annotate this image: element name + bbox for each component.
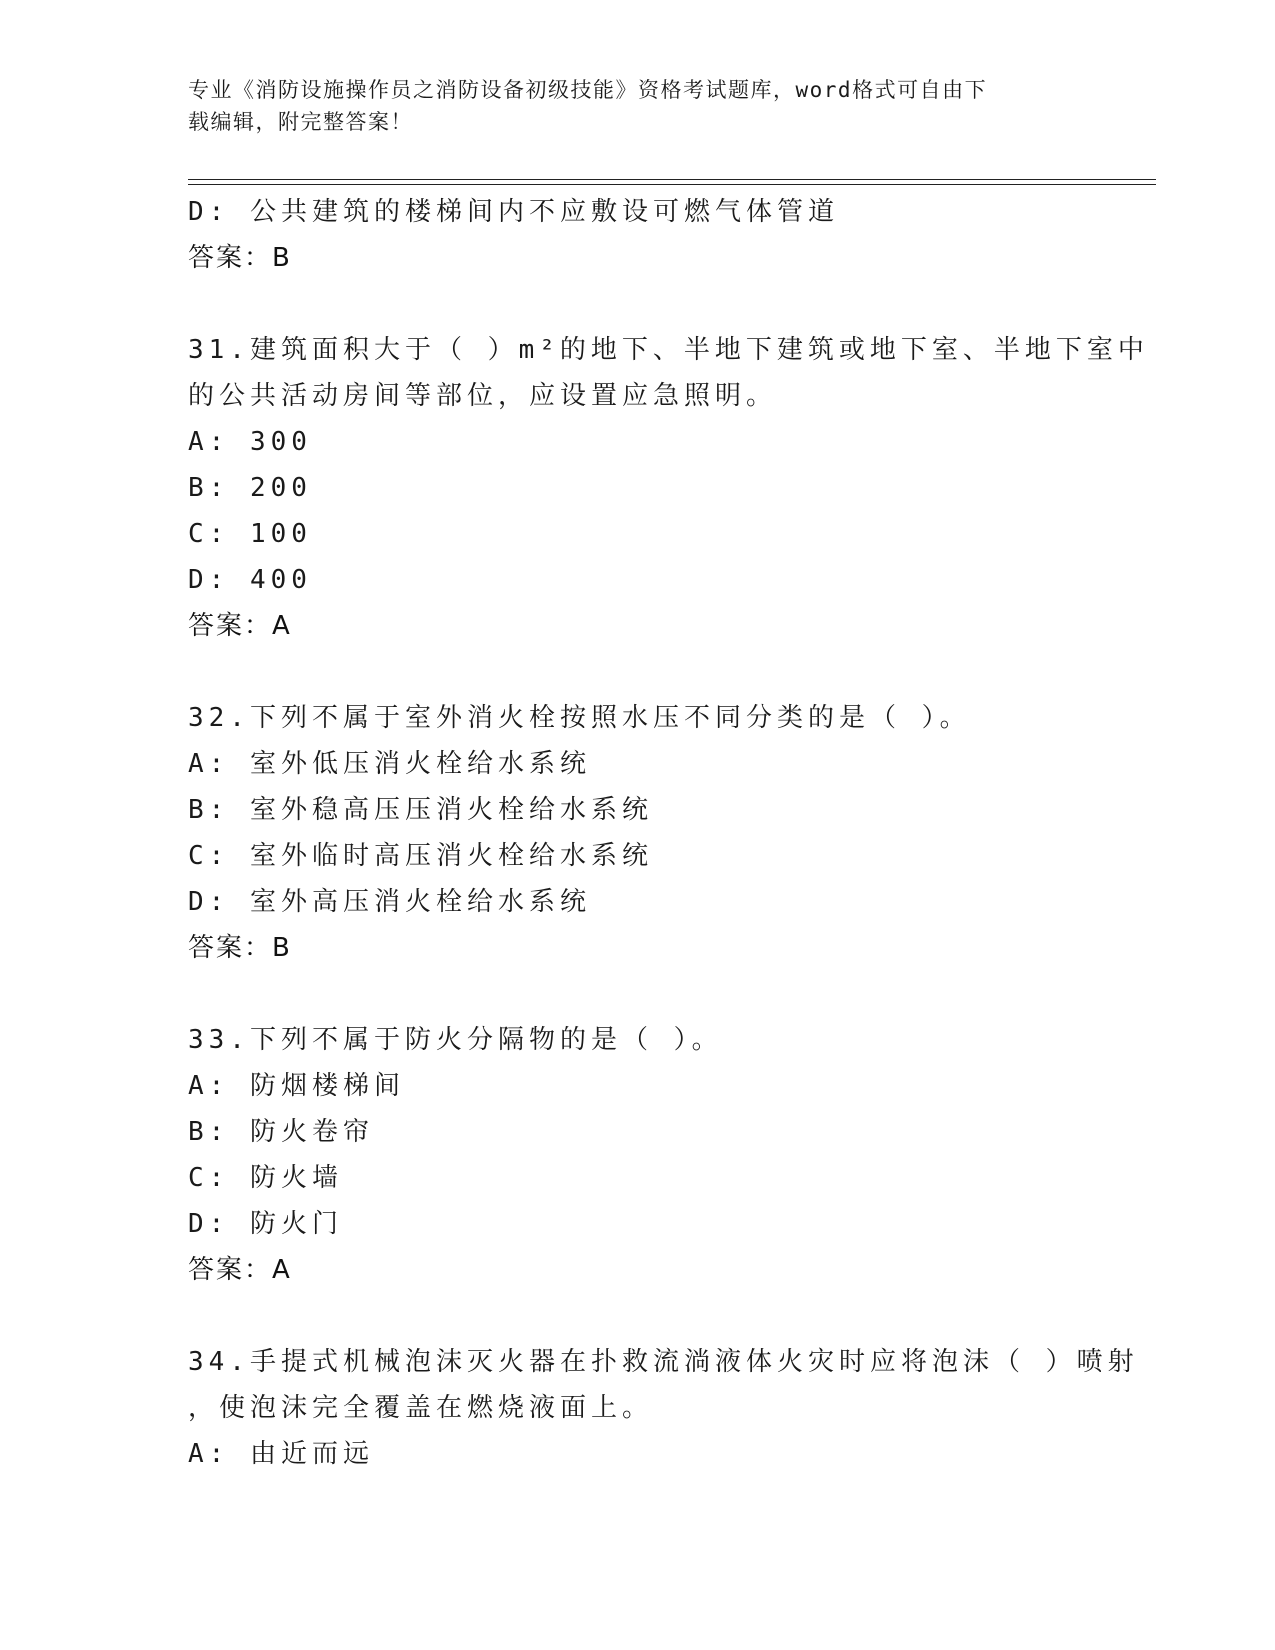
question-31	[188, 327, 1149, 649]
spacer	[188, 649, 1088, 695]
option-d: D: 防火门	[188, 1209, 343, 1239]
option-a: A: 防烟楼梯间	[188, 1071, 405, 1101]
question-stem-line: 的公共活动房间等部位，应设置应急照明。	[188, 381, 778, 411]
option-a: A: 300	[188, 427, 312, 457]
spacer	[188, 281, 1088, 327]
question-34	[188, 1339, 1139, 1477]
option-b: B: 防火卷帘	[188, 1117, 374, 1147]
option-d: D: 室外高压消火栓给水系统	[188, 887, 591, 917]
question-33	[188, 1017, 1088, 1293]
header-divider-bottom	[188, 184, 1156, 185]
option-b: B: 200	[188, 473, 312, 503]
header-line-1: 专业《消防设施操作员之消防设备初级技能》资格考试题库，word格式可自由下	[188, 78, 988, 102]
document-body	[188, 189, 1149, 1477]
option-c: C: 防火墙	[188, 1163, 343, 1193]
answer-line: 答案：B	[188, 933, 292, 963]
spacer	[188, 971, 1088, 1017]
option-a: A: 由近而远	[188, 1439, 374, 1469]
spacer	[188, 1293, 1088, 1339]
answer-line: 答案：A	[188, 611, 292, 641]
question-stem-line: 31.建筑面积大于（ ）m²的地下、半地下建筑或地下室、半地下室中	[188, 335, 1149, 365]
header-divider-top	[188, 179, 1156, 180]
option-d: D: 公共建筑的楼梯间内不应敷设可燃气体管道	[188, 197, 839, 227]
question-stem-line: 33.下列不属于防火分隔物的是（ ）。	[188, 1025, 723, 1055]
question-stem-line: 34.手提式机械泡沫灭火器在扑救流淌液体火灾时应将泡沫（ ）喷射	[188, 1347, 1139, 1377]
answer-line: 答案：B	[188, 243, 292, 273]
option-b: B: 室外稳高压压消火栓给水系统	[188, 795, 653, 825]
question-stem-line: ，使泡沫完全覆盖在燃烧液面上。	[188, 1393, 654, 1423]
answer-line: 答案：A	[188, 1255, 292, 1285]
question-stem-line: 32.下列不属于室外消火栓按照水压不同分类的是（ ）。	[188, 703, 971, 733]
carryover-question	[188, 189, 1088, 281]
option-c: C: 室外临时高压消火栓给水系统	[188, 841, 653, 871]
option-c: C: 100	[188, 519, 312, 549]
option-d: D: 400	[188, 565, 312, 595]
option-a: A: 室外低压消火栓给水系统	[188, 749, 591, 779]
document-header	[188, 74, 1068, 138]
header-line-2: 载编辑，附完整答案！	[188, 110, 413, 134]
question-32	[188, 695, 1088, 971]
